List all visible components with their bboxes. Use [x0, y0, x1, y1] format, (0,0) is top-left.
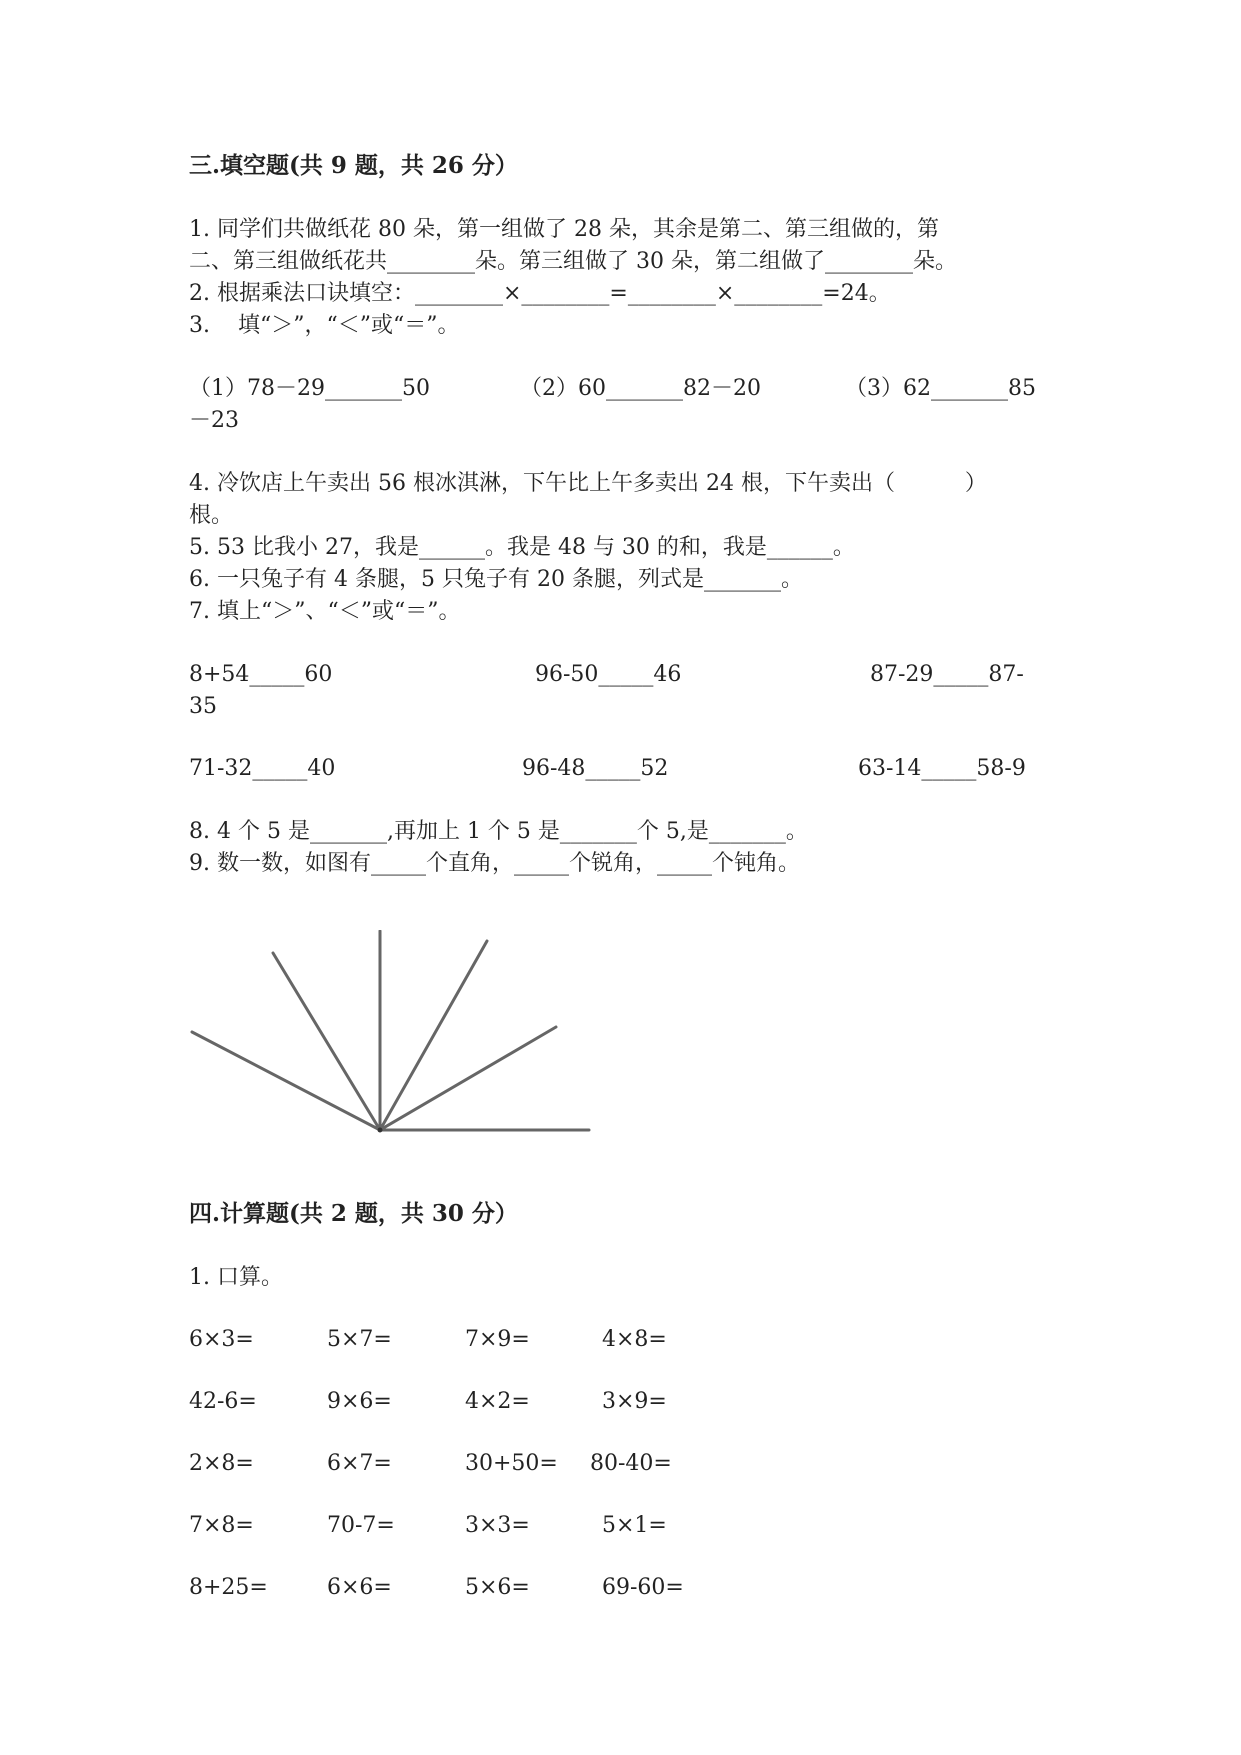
q7-title: 7. 填上“＞”、“＜”或“＝”。	[189, 599, 461, 624]
q4-line2: 根。	[189, 503, 234, 528]
q1-line1: 1. 同学们共做纸花 80 朵，第一组做了 28 朵，其余是第二、第三组做的，第	[189, 217, 939, 242]
calc-r5-c3: 5×6=	[465, 1575, 530, 1600]
q5-text: 5. 53 比我小 27，我是______。我是 48 与 30 的和，我是______。	[189, 535, 855, 560]
calc-r5-c4: 69-60=	[602, 1575, 684, 1600]
q7-row2-item1: 71-32_____40	[189, 756, 336, 781]
calc-r2-c4: 3×9=	[602, 1389, 667, 1414]
calc-r2-c2: 9×6=	[327, 1389, 392, 1414]
calc-r5-c1: 8+25=	[189, 1575, 268, 1600]
calc-r4-c3: 3×3=	[465, 1513, 530, 1538]
q1-line2: 二、第三组做纸花共________朵。第三组做了 30 朵，第二组做了________朵。	[189, 249, 957, 274]
q7-row1-item3: 87-29_____87-	[870, 662, 1024, 687]
q4-line1: 4. 冷饮店上午卖出 56 根冰淇淋，下午比上午多卖出 24 根，下午卖出（ ）	[189, 471, 987, 496]
calc-r3-c3: 30+50=	[465, 1451, 558, 1476]
q7-row1-item1: 8+54_____60	[189, 662, 333, 687]
q3-item3-cont: －23	[189, 408, 239, 433]
s4-q1-title: 1. 口算。	[189, 1265, 283, 1290]
calc-r4-c4: 5×1=	[602, 1513, 667, 1538]
angle-rays-figure	[190, 930, 600, 1140]
ray-vertex	[378, 1128, 383, 1133]
calc-r3-c4: 80-40=	[590, 1451, 672, 1476]
calc-r1-c2: 5×7=	[327, 1327, 392, 1352]
q3-title: 3. 填“＞”，“＜”或“＝”。	[189, 313, 460, 338]
q3-item2: （2）60_______82－20	[520, 376, 761, 401]
ray-right	[380, 1027, 556, 1130]
q8-text: 8. 4 个 5 是_______,再加上 1 个 5 是_______个 5,是_______。	[189, 819, 808, 844]
calc-r3-c2: 6×7=	[327, 1451, 392, 1476]
calc-r5-c2: 6×6=	[327, 1575, 392, 1600]
calc-r2-c3: 4×2=	[465, 1389, 530, 1414]
calc-r1-c4: 4×8=	[602, 1327, 667, 1352]
q3-item1: （1）78－29_______50	[189, 376, 430, 401]
q7-row1-cont: 35	[189, 694, 217, 719]
section4-heading: 四.计算题(共 2 题，共 30 分）	[189, 1200, 518, 1227]
q2-text: 2. 根据乘法口诀填空：________×________=________×________=24。	[189, 281, 891, 306]
calc-r3-c1: 2×8=	[189, 1451, 254, 1476]
calc-r1-c1: 6×3=	[189, 1327, 254, 1352]
section3-heading: 三.填空题(共 9 题，共 26 分）	[189, 152, 518, 179]
calc-r1-c3: 7×9=	[465, 1327, 530, 1352]
q9-text: 9. 数一数，如图有_____个直角，_____个锐角，_____个钝角。	[189, 851, 800, 876]
q7-row2-item2: 96-48_____52	[522, 756, 669, 781]
calc-r4-c1: 7×8=	[189, 1513, 254, 1538]
calc-r2-c1: 42-6=	[189, 1389, 257, 1414]
q7-row1-item2: 96-50_____46	[535, 662, 682, 687]
q3-item3: （3）62_______85	[845, 376, 1036, 401]
q7-row2-item3: 63-14_____58-9	[858, 756, 1026, 781]
q6-text: 6. 一只兔子有 4 条腿，5 只兔子有 20 条腿，列式是_______。	[189, 567, 803, 592]
calc-r4-c2: 70-7=	[327, 1513, 395, 1538]
ray-upper-right	[380, 941, 487, 1130]
